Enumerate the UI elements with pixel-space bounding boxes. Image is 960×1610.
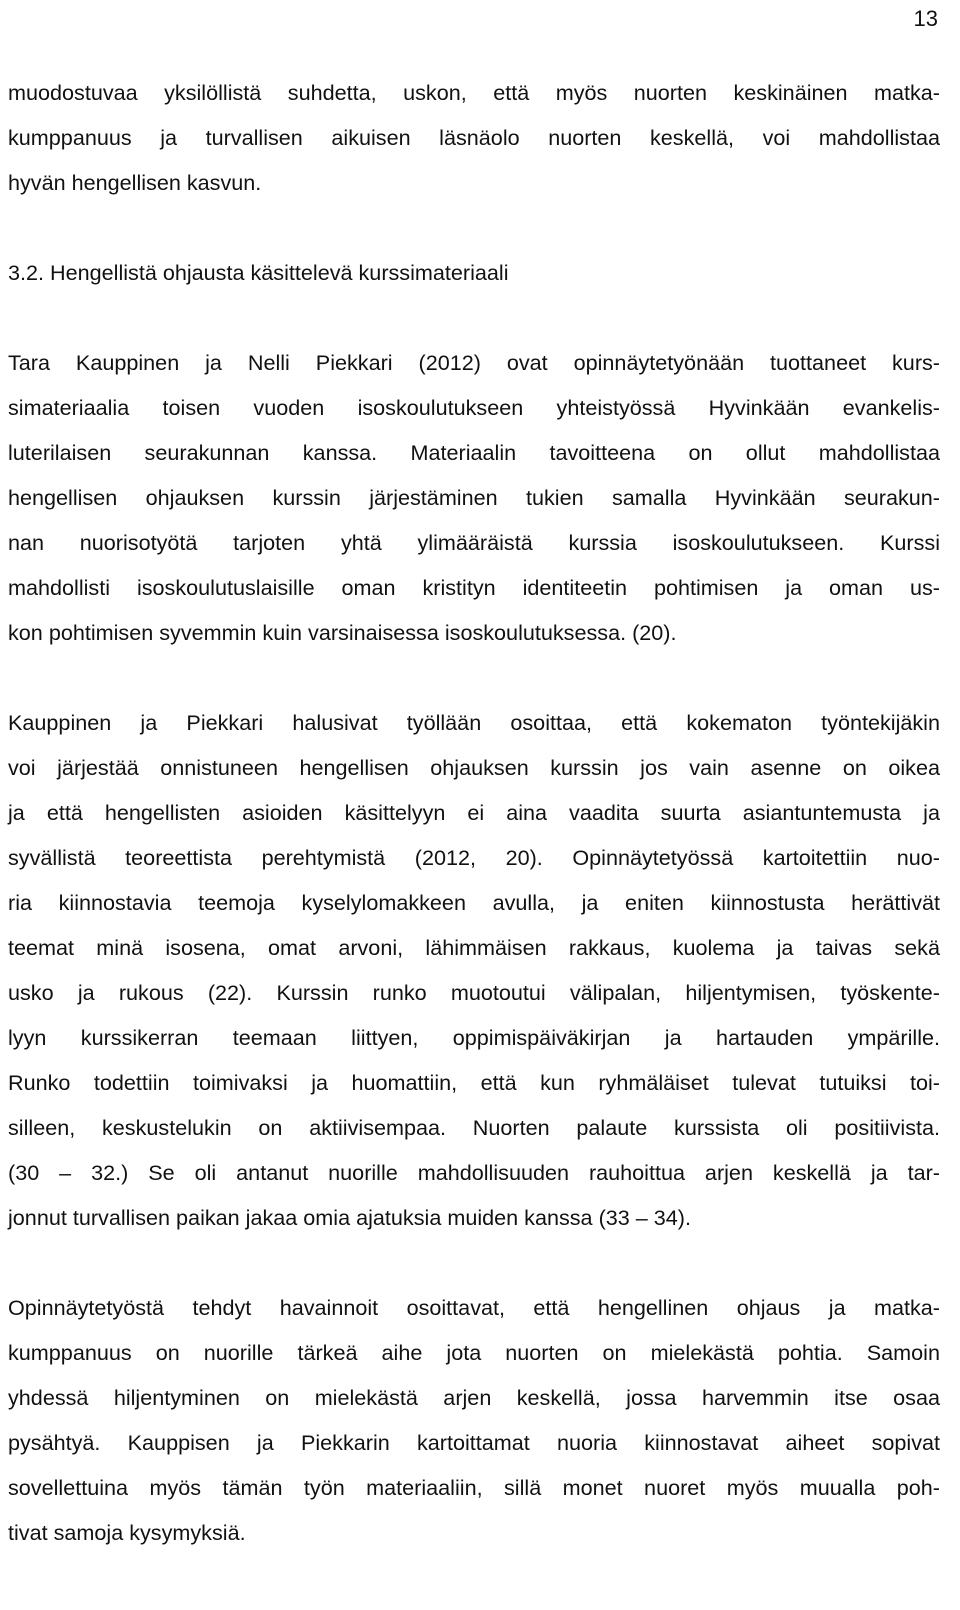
paragraph-spacer — [8, 205, 940, 250]
section-heading — [8, 250, 940, 295]
text-line: kumppanuus ja turvallisen aikuisen läsnäolo nuorten keskellä, voi mahdollistaa — [8, 125, 940, 150]
text-line: Kauppinen ja Piekkari halusivat työllään osoittaa, että kokematon työntekijäkin — [8, 710, 940, 735]
page-number: 13 — [913, 6, 938, 31]
section-heading-text: 3.2. Hengellistä ohjausta käsittelevä kurssimateriaali — [8, 260, 509, 285]
text-line: silleen, keskustelukin on aktiivisempaa. Nuorten palaute kurssista oli positiivista. — [8, 1115, 940, 1140]
paragraph-spacer — [8, 295, 940, 340]
paragraph-3 — [8, 1285, 940, 1555]
text-line: hengellisen ohjauksen kurssin järjestäminen tukien samalla Hyvinkään seurakun- — [8, 485, 940, 510]
text-line: Tara Kauppinen ja Nelli Piekkari (2012) ovat opinnäytetyönään tuottaneet kurs- — [8, 350, 940, 375]
text-line: Opinnäytetyöstä tehdyt havainnoit osoittavat, että hengellinen ohjaus ja matka- — [8, 1295, 940, 1320]
paragraph-1 — [8, 340, 940, 655]
text-line: ja että hengellisten asioiden käsittelyyn ei aina vaadita suurta asiantuntemusta ja — [8, 800, 940, 825]
text-line: lyyn kurssikerran teemaan liittyen, oppimispäiväkirjan ja hartauden ympärille. — [8, 1025, 940, 1050]
text-line: Runko todettiin toimivaksi ja huomattiin, että kun ryhmäläiset tulevat tutuiksi toi- — [8, 1070, 940, 1095]
intro-continuation-paragraph — [8, 70, 940, 205]
text-line: tivat samoja kysymyksiä. — [8, 1520, 246, 1545]
text-line: nan nuorisotyötä tarjoten yhtä ylimääräistä kurssia isoskoulutukseen. Kurssi — [8, 530, 940, 555]
text-line: teemat minä isosena, omat arvoni, lähimmäisen rakkaus, kuolema ja taivas sekä — [8, 935, 940, 960]
text-line: mahdollisti isoskoulutuslaisille oman kristityn identiteetin pohtimisen ja oman us- — [8, 575, 940, 600]
paragraph-2 — [8, 700, 940, 1240]
text-line: sovellettuina myös tämän työn materiaaliin, sillä monet nuoret myös muualla poh- — [8, 1475, 940, 1500]
text-line: (30 – 32.) Se oli antanut nuorille mahdollisuuden rauhoittua arjen keskellä ja tar- — [8, 1160, 940, 1185]
text-line: simateriaalia toisen vuoden isoskoulutukseen yhteistyössä Hyvinkään evankelis- — [8, 395, 940, 420]
text-line: muodostuvaa yksilöllistä suhdetta, uskon, että myös nuorten keskinäinen matka- — [8, 80, 940, 105]
text-line: kon pohtimisen syvemmin kuin varsinaisessa isoskoulutuksessa. (20). — [8, 620, 677, 645]
text-line: luterilaisen seurakunnan kanssa. Materiaalin tavoitteena on ollut mahdollistaa — [8, 440, 940, 465]
text-line: syvällistä teoreettista perehtymistä (2012, 20). Opinnäytetyössä kartoitettiin nuo- — [8, 845, 940, 870]
document-body — [8, 70, 940, 1555]
text-line: pysähtyä. Kauppisen ja Piekkarin kartoittamat nuoria kiinnostavat aiheet sopivat — [8, 1430, 940, 1455]
text-line: ria kiinnostavia teemoja kyselylomakkeen avulla, ja eniten kiinnostusta herättivät — [8, 890, 940, 915]
text-line: yhdessä hiljentyminen on mielekästä arjen keskellä, jossa harvemmin itse osaa — [8, 1385, 940, 1410]
paragraph-spacer — [8, 655, 940, 700]
text-line: jonnut turvallisen paikan jakaa omia ajatuksia muiden kanssa (33 – 34). — [8, 1205, 691, 1230]
text-line: hyvän hengellisen kasvun. — [8, 170, 262, 195]
text-line: voi järjestää onnistuneen hengellisen ohjauksen kurssin jos vain asenne on oikea — [8, 755, 940, 780]
paragraph-spacer — [8, 1240, 940, 1285]
text-line: kumppanuus on nuorille tärkeä aihe jota nuorten on mielekästä pohtia. Samoin — [8, 1340, 940, 1365]
text-line: usko ja rukous (22). Kurssin runko muotoutui välipalan, hiljentymisen, työskente- — [8, 980, 940, 1005]
